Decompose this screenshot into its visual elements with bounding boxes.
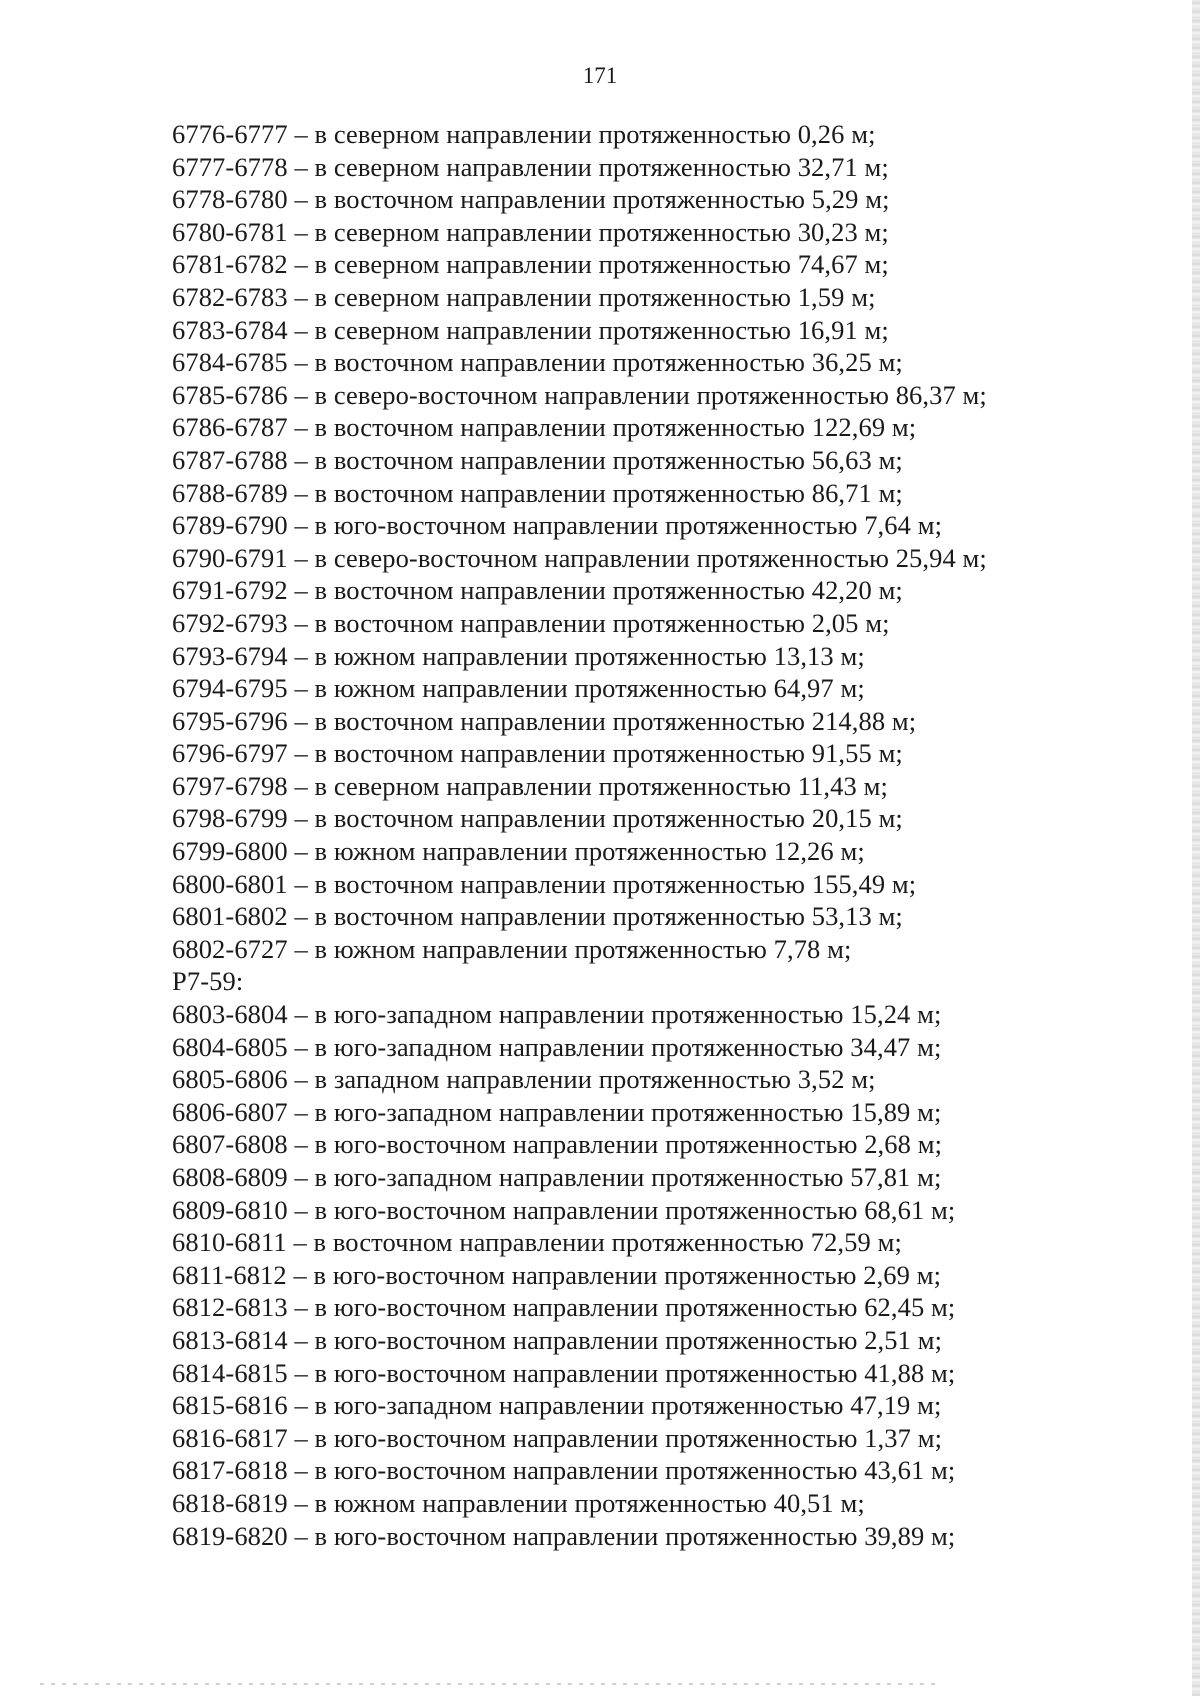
text-line: 6776-6777 – в северном направлении протяженностью 0,26 м; [172, 119, 876, 149]
text-line: 6783-6784 – в северном направлении протяженностью 16,91 м; [172, 314, 889, 345]
text-line: 6807-6808 – в юго-восточном направлении протяженностью 2,68 м; [172, 1129, 943, 1160]
text-line: 6791-6792 – в восточном направлении протяженностью 42,20 м; [172, 575, 903, 606]
text-line: 6808-6809 – в юго-западном направлении протяженностью 57,81 м; [172, 1162, 942, 1192]
text-line: 6790-6791 – в северо-восточном направлении протяженностью 25,94 м; [172, 542, 987, 573]
text-line: 6778-6780 – в восточном направлении протяженностью 5,29 м; [172, 184, 890, 215]
text-line: 6781-6782 – в северном направлении протяженностью 74,67 м; [172, 249, 889, 280]
document-body [172, 118, 1072, 1552]
text-line: 6789-6790 – в юго-восточном направлении протяженностью 7,64 м; [172, 510, 943, 541]
text-line: 6794-6795 – в южном направлении протяженностью 64,97 м; [172, 673, 865, 704]
text-line: 6795-6796 – в восточном направлении протяженностью 214,88 м; [172, 705, 917, 736]
scan-edge-artifact [1192, 0, 1200, 1696]
text-line: 6788-6789 – в восточном направлении протяженностью 86,71 м; [172, 477, 903, 508]
text-line: 6809-6810 – в юго-восточном направлении протяженностью 68,61 м; [172, 1194, 956, 1225]
text-line: 6793-6794 – в южном направлении протяженностью 13,13 м; [172, 640, 865, 671]
text-line: 6785-6786 – в северо-восточном направлении протяженностью 86,37 м; [172, 379, 987, 410]
text-line: 6780-6781 – в северном направлении протяженностью 30,23 м; [172, 216, 889, 247]
text-line: 6784-6785 – в восточном направлении протяженностью 36,25 м; [172, 347, 903, 378]
text-line: 6777-6778 – в северном направлении протяженностью 32,71 м; [172, 151, 889, 182]
text-line: 6799-6800 – в южном направлении протяженностью 12,26 м; [172, 836, 865, 867]
text-line: 6792-6793 – в восточном направлении протяженностью 2,05 м; [172, 607, 890, 638]
text-line: 6782-6783 – в северном направлении протяженностью 1,59 м; [172, 281, 876, 312]
text-line: 6818-6819 – в южном направлении протяженностью 40,51 м; [172, 1487, 865, 1518]
page-number: 171 [582, 63, 618, 88]
section-heading: Р7-59: [172, 966, 244, 997]
scan-bottom-artifact [40, 1683, 940, 1685]
text-line: 6810-6811 – в восточном направлении протяженностью 72,59 м; [172, 1227, 902, 1258]
text-line: 6803-6804 – в юго-западном направлении протяженностью 15,24 м; [172, 999, 942, 1030]
text-line: 6819-6820 – в юго-восточном направлении протяженностью 39,89 м; [172, 1520, 956, 1551]
text-line: 6797-6798 – в северном направлении протяженностью 11,43 м; [172, 770, 888, 801]
text-line: 6796-6797 – в восточном направлении протяженностью 91,55 м; [172, 738, 903, 769]
text-line: 6801-6802 – в восточном направлении протяженностью 53,13 м; [172, 901, 903, 932]
text-line: 6806-6807 – в юго-западном направлении протяженностью 15,89 м; [172, 1096, 942, 1127]
text-line: 6816-6817 – в юго-восточном направлении протяженностью 1,37 м; [172, 1422, 943, 1453]
text-line: 6787-6788 – в восточном направлении протяженностью 56,63 м; [172, 444, 903, 475]
text-line: 6786-6787 – в восточном направлении протяженностью 122,69 м; [172, 412, 917, 443]
text-line: 6802-6727 – в южном направлении протяженностью 7,78 м; [172, 933, 852, 964]
text-line: 6804-6805 – в юго-западном направлении протяженностью 34,47 м; [172, 1031, 942, 1062]
text-line: 6800-6801 – в восточном направлении протяженностью 155,49 м; [172, 868, 917, 899]
text-line: 6805-6806 – в западном направлении протяженностью 3,52 м; [172, 1064, 876, 1095]
text-line: 6817-6818 – в юго-восточном направлении протяженностью 43,61 м; [172, 1455, 956, 1486]
text-line: 6811-6812 – в юго-восточном направлении протяженностью 2,69 м; [172, 1259, 942, 1290]
text-line: 6815-6816 – в юго-западном направлении протяженностью 47,19 м; [172, 1390, 942, 1421]
text-line: 6798-6799 – в восточном направлении протяженностью 20,15 м; [172, 803, 903, 834]
text-line: 6813-6814 – в юго-восточном направлении протяженностью 2,51 м; [172, 1324, 943, 1355]
text-line: 6814-6815 – в юго-восточном направлении протяженностью 41,88 м; [172, 1357, 956, 1388]
text-line: 6812-6813 – в юго-восточном направлении протяженностью 62,45 м; [172, 1292, 956, 1323]
